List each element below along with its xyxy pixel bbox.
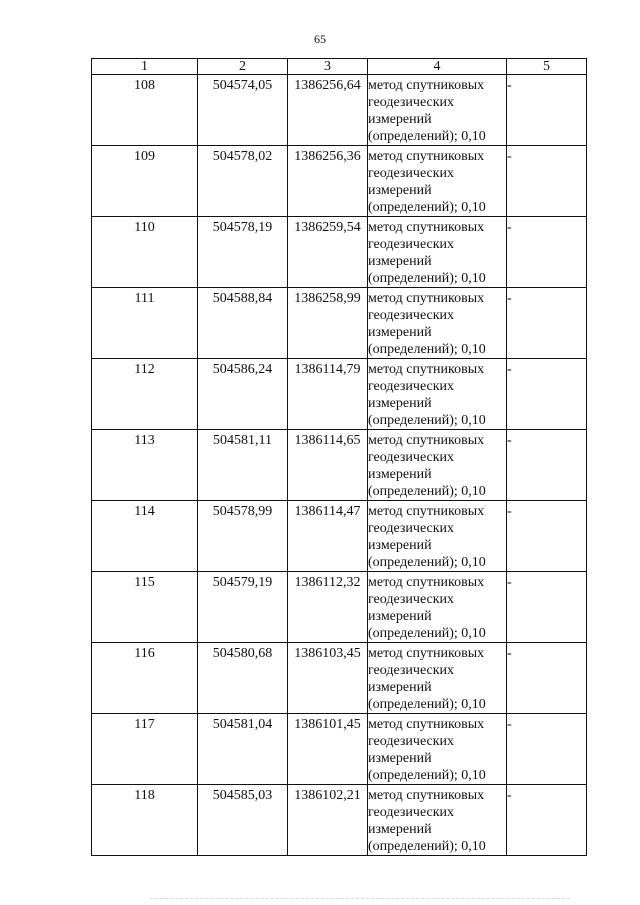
y-coordinate-cell: 1386256,64 [288, 75, 368, 146]
point-number-cell: 114 [92, 501, 198, 572]
table-row [92, 714, 587, 785]
x-coordinate-cell: 504581,04 [198, 714, 288, 785]
column-header-2: 2 [198, 59, 288, 75]
y-coordinate-cell: 1386112,32 [288, 572, 368, 643]
x-coordinate-cell: 504580,68 [198, 643, 288, 714]
description-cell: - [507, 572, 587, 643]
table-row [92, 501, 587, 572]
description-cell: - [507, 359, 587, 430]
column-header-3: 3 [288, 59, 368, 75]
table-row [92, 359, 587, 430]
point-number-cell: 111 [92, 288, 198, 359]
description-cell: - [507, 288, 587, 359]
y-coordinate-cell: 1386102,21 [288, 785, 368, 856]
y-coordinate-cell: 1386114,79 [288, 359, 368, 430]
y-coordinate-cell: 1386114,65 [288, 430, 368, 501]
y-coordinate-cell: 1386114,47 [288, 501, 368, 572]
y-coordinate-cell: 1386101,45 [288, 714, 368, 785]
point-number-cell: 110 [92, 217, 198, 288]
y-coordinate-cell: 1386259,54 [288, 217, 368, 288]
method-cell: метод спутниковых геодезических измерений (определений); 0,10 [368, 146, 507, 217]
point-number-cell: 108 [92, 75, 198, 146]
table-row [92, 785, 587, 856]
table-row [92, 75, 587, 146]
scan-artifact [150, 898, 570, 903]
description-cell: - [507, 75, 587, 146]
method-cell: метод спутниковых геодезических измерений (определений); 0,10 [368, 714, 507, 785]
page-number: 65 [314, 32, 326, 46]
method-cell: метод спутниковых геодезических измерений (определений); 0,10 [368, 785, 507, 856]
point-number-cell: 117 [92, 714, 198, 785]
y-coordinate-cell: 1386103,45 [288, 643, 368, 714]
x-coordinate-cell: 504578,19 [198, 217, 288, 288]
x-coordinate-cell: 504581,11 [198, 430, 288, 501]
table-body [92, 75, 587, 856]
y-coordinate-cell: 1386258,99 [288, 288, 368, 359]
method-cell: метод спутниковых геодезических измерений (определений); 0,10 [368, 643, 507, 714]
table-row [92, 572, 587, 643]
description-cell: - [507, 430, 587, 501]
description-cell: - [507, 217, 587, 288]
table-row [92, 146, 587, 217]
header-row [92, 59, 587, 75]
table-row [92, 643, 587, 714]
x-coordinate-cell: 504578,99 [198, 501, 288, 572]
column-header-5: 5 [507, 59, 587, 75]
x-coordinate-cell: 504578,02 [198, 146, 288, 217]
method-cell: метод спутниковых геодезических измерений (определений); 0,10 [368, 288, 507, 359]
description-cell: - [507, 714, 587, 785]
x-coordinate-cell: 504588,84 [198, 288, 288, 359]
coordinates-table [91, 58, 587, 856]
x-coordinate-cell: 504574,05 [198, 75, 288, 146]
method-cell: метод спутниковых геодезических измерений (определений); 0,10 [368, 75, 507, 146]
point-number-cell: 109 [92, 146, 198, 217]
x-coordinate-cell: 504585,03 [198, 785, 288, 856]
method-cell: метод спутниковых геодезических измерений (определений); 0,10 [368, 501, 507, 572]
point-number-cell: 115 [92, 572, 198, 643]
table-row [92, 288, 587, 359]
table-row [92, 217, 587, 288]
table-header [92, 59, 587, 75]
x-coordinate-cell: 504579,19 [198, 572, 288, 643]
x-coordinate-cell: 504586,24 [198, 359, 288, 430]
method-cell: метод спутниковых геодезических измерений (определений); 0,10 [368, 359, 507, 430]
method-cell: метод спутниковых геодезических измерений (определений); 0,10 [368, 430, 507, 501]
table-row [92, 430, 587, 501]
y-coordinate-cell: 1386256,36 [288, 146, 368, 217]
column-header-4: 4 [368, 59, 507, 75]
description-cell: - [507, 146, 587, 217]
description-cell: - [507, 785, 587, 856]
point-number-cell: 116 [92, 643, 198, 714]
point-number-cell: 118 [92, 785, 198, 856]
point-number-cell: 112 [92, 359, 198, 430]
column-header-1: 1 [92, 59, 198, 75]
description-cell: - [507, 501, 587, 572]
description-cell: - [507, 643, 587, 714]
method-cell: метод спутниковых геодезических измерений (определений); 0,10 [368, 217, 507, 288]
method-cell: метод спутниковых геодезических измерений (определений); 0,10 [368, 572, 507, 643]
point-number-cell: 113 [92, 430, 198, 501]
